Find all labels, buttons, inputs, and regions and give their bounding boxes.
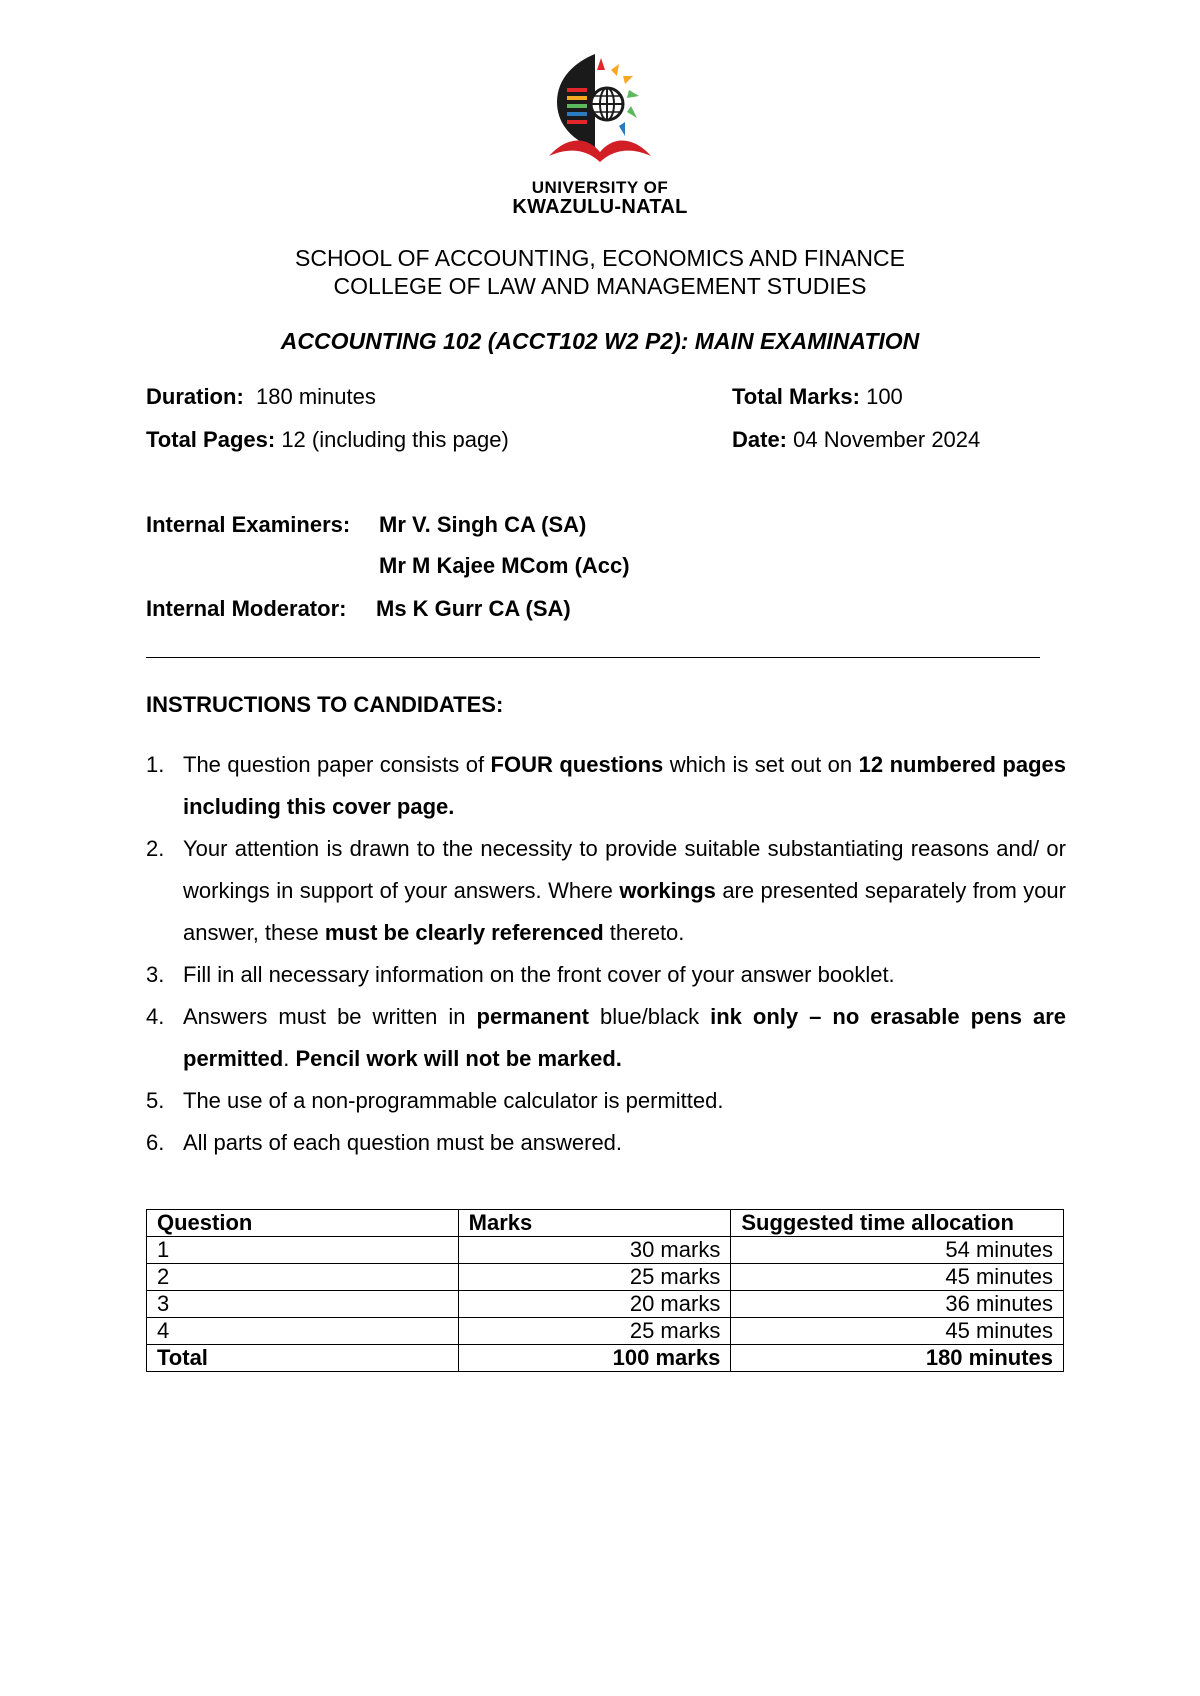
cell-time: 45 minutes [731, 1318, 1064, 1345]
instruction-item [146, 1122, 1066, 1164]
instruction-text: All parts of each question must be answered. [183, 1130, 623, 1155]
cell-total-marks: 100 marks [458, 1345, 731, 1372]
instruction-text: . [283, 1046, 296, 1071]
instruction-text: The use of a non-programmable calculator is permitted. [183, 1088, 724, 1113]
instruction-text: Fill in all necessary information on the front cover of your answer booklet. [183, 962, 895, 987]
total-marks-value: 100 [866, 384, 903, 409]
date-value: 04 November 2024 [793, 427, 981, 452]
internal-examiners-label: Internal Examiners: [146, 512, 351, 537]
total-pages-label: Total Pages: [146, 427, 276, 452]
university-crest-icon [545, 52, 655, 170]
instruction-number: 2. [146, 836, 165, 861]
instruction-item [146, 954, 1066, 996]
header-marks: Marks [458, 1210, 731, 1237]
cell-question: 4 [147, 1318, 459, 1345]
exam-title: ACCOUNTING 102 (ACCT102 W2 P2): MAIN EXAMINATION [280, 328, 920, 354]
instruction-number: 6. [146, 1130, 165, 1155]
cell-marks: 25 marks [458, 1318, 731, 1345]
instruction-number: 3. [146, 962, 165, 987]
header-question: Question [147, 1210, 459, 1237]
table-header-row [147, 1210, 1064, 1237]
instruction-text-bold: workings [619, 878, 716, 903]
cell-marks: 20 marks [458, 1291, 731, 1318]
cell-total-label: Total [147, 1345, 459, 1372]
instruction-item [146, 1080, 1066, 1122]
instructions-heading: INSTRUCTIONS TO CANDIDATES: [146, 692, 504, 717]
date-row [732, 427, 980, 453]
instruction-text-bold: Pencil work will not be marked. [295, 1046, 622, 1071]
table-total-row [147, 1345, 1064, 1372]
instruction-number: 1. [146, 752, 165, 777]
moderator-name: Ms K Gurr CA (SA) [376, 596, 571, 621]
total-marks-label: Total Marks: [732, 384, 860, 409]
examiner-1: Mr V. Singh CA (SA) [379, 512, 587, 537]
internal-moderator-label: Internal Moderator: [146, 596, 347, 621]
cell-question: 2 [147, 1264, 459, 1291]
date-label: Date: [732, 427, 788, 452]
cell-question: 3 [147, 1291, 459, 1318]
cell-time: 45 minutes [731, 1264, 1064, 1291]
instruction-text: which is set out on [663, 752, 859, 777]
school-name: SCHOOL OF ACCOUNTING, ECONOMICS AND FINANCE [295, 245, 905, 271]
logo-university-of: UNIVERSITY OF [531, 178, 669, 197]
instruction-text: are presented separately from your answer, these [183, 878, 1066, 945]
instruction-item [146, 828, 1066, 954]
instruction-text: Answers must be written in [183, 1004, 477, 1029]
table-row [147, 1264, 1064, 1291]
instruction-text-bold: ink only – no erasable pens are permitted [183, 1004, 1067, 1071]
instruction-text-bold: permanent [476, 1004, 589, 1029]
examiner-2: Mr M Kajee MCom (Acc) [379, 553, 630, 578]
allocation-table [146, 1209, 1064, 1372]
instruction-number: 5. [146, 1088, 165, 1113]
header-time: Suggested time allocation [731, 1210, 1064, 1237]
total-marks-row [732, 384, 903, 410]
logo-kwazulu-natal: KWAZULU-NATAL [512, 196, 688, 218]
instruction-text: Your attention is drawn to the necessity to provide suitable substantiating reasons and/ or workings in support of your answers. Where [183, 836, 1066, 903]
instruction-number: 4. [146, 1004, 165, 1029]
instructions-list [146, 744, 1066, 1164]
total-pages-value: 12 (including this page) [281, 427, 509, 452]
instruction-item [146, 744, 1066, 828]
duration-label: Duration: [146, 384, 244, 409]
table-row [147, 1291, 1064, 1318]
cell-total-time: 180 minutes [731, 1345, 1064, 1372]
duration-value: 180 minutes [256, 384, 376, 409]
table-row [147, 1318, 1064, 1345]
section-divider [146, 657, 1040, 658]
duration-row [146, 384, 376, 410]
university-logo [495, 52, 705, 218]
instruction-text-bold: FOUR questions [490, 752, 664, 777]
cell-time: 36 minutes [731, 1291, 1064, 1318]
instruction-text: The question paper consists of [183, 752, 491, 777]
instruction-text-bold: must be clearly referenced [324, 920, 604, 945]
instruction-text: thereto. [603, 920, 685, 945]
instruction-item [146, 996, 1066, 1080]
instruction-text-bold: 12 numbered pages including this cover page. [183, 752, 1066, 819]
cell-question: 1 [147, 1237, 459, 1264]
cell-marks: 25 marks [458, 1264, 731, 1291]
cell-time: 54 minutes [731, 1237, 1064, 1264]
table-row [147, 1237, 1064, 1264]
total-pages-row [146, 427, 509, 453]
instruction-text: blue/black [589, 1004, 711, 1029]
college-name: COLLEGE OF LAW AND MANAGEMENT STUDIES [333, 273, 867, 299]
cell-marks: 30 marks [458, 1237, 731, 1264]
